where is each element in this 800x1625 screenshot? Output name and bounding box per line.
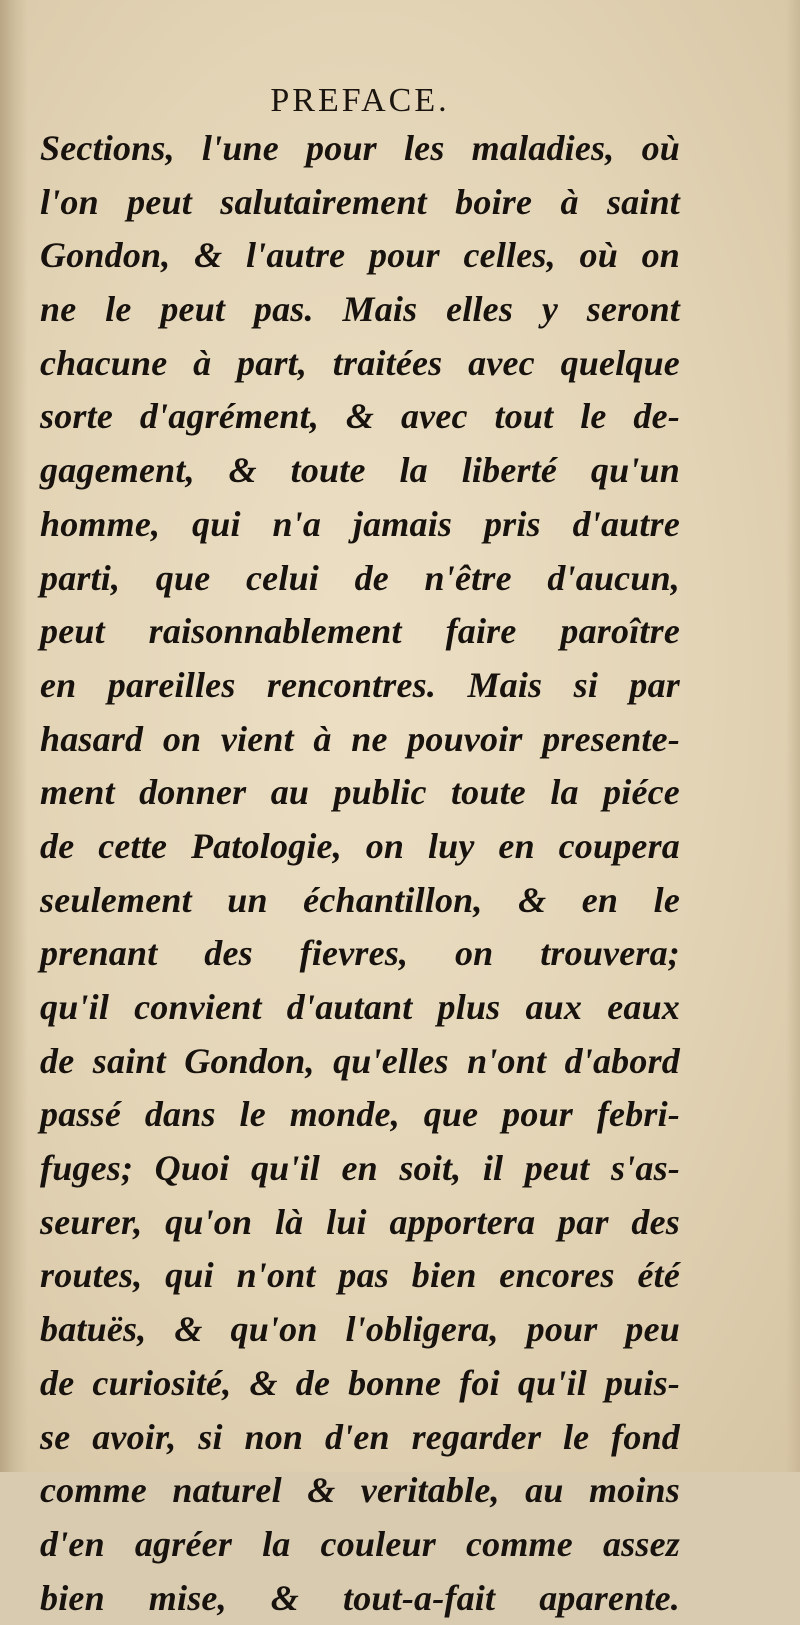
text-line: ment donner au public toute la piéce (40, 772, 680, 813)
text-line: Gondon, & l'autre pour celles, où on (40, 235, 680, 276)
text-line: ne le peut pas. Mais elles y seront (40, 289, 680, 330)
text-line: l'on peut salutairement boire à saint (40, 181, 680, 222)
text-line: passé dans le monde, que pour febri- (40, 1094, 680, 1135)
text-line: hasard on vient à ne pouvoir presente- (40, 718, 680, 759)
text-line: prenant des fievres, on trouvera; (40, 933, 680, 974)
text-line: batuës, & qu'on l'obligera, pour peu (40, 1309, 680, 1350)
gutter-shadow (0, 0, 28, 1472)
text-line: de cette Patologie, on luy en coupera (40, 825, 680, 866)
running-header: PREFACE. (270, 82, 450, 119)
text-line: homme, qui n'a jamais pris d'autre (40, 503, 680, 544)
text-line: chacune à part, traitées avec quelque (40, 342, 680, 383)
text-line: se avoir, si non d'en regarder le fond (40, 1416, 680, 1457)
text-line: routes, qui n'ont pas bien encores été (40, 1255, 680, 1296)
text-line: gagement, & toute la liberté qu'un (40, 450, 680, 491)
text-line: de saint Gondon, qu'elles n'ont d'abord (40, 1040, 680, 1081)
text-line: Sections, l'une pour les maladies, où (40, 128, 680, 168)
text-line: qu'il convient d'autant plus aux eaux (40, 987, 680, 1027)
text-line: seurer, qu'on là lui apportera par des (40, 1201, 680, 1242)
text-line: fuges; Quoi qu'il en soit, il peut s'as- (40, 1148, 680, 1189)
text-line: comme naturel & veritable, au moins (40, 1470, 680, 1511)
text-line: seulement un échantillon, & en le (40, 879, 680, 920)
text-line: d'en agréer la couleur comme assez (40, 1523, 680, 1564)
text-line: en pareilles rencontres. Mais si par (40, 664, 680, 705)
text-line: peut raisonnablement faire paroître (40, 611, 680, 652)
text-line: parti, que celui de n'être d'aucun, (40, 557, 680, 598)
body-text (40, 122, 680, 1625)
text-line: sorte d'agrément, & avec tout le de- (40, 396, 680, 437)
text-line: de curiosité, & de bonne foi qu'il puis- (40, 1362, 680, 1403)
page-edge (786, 0, 800, 1472)
text-line: bien mise, & tout-a-fait aparente. (40, 1577, 680, 1618)
